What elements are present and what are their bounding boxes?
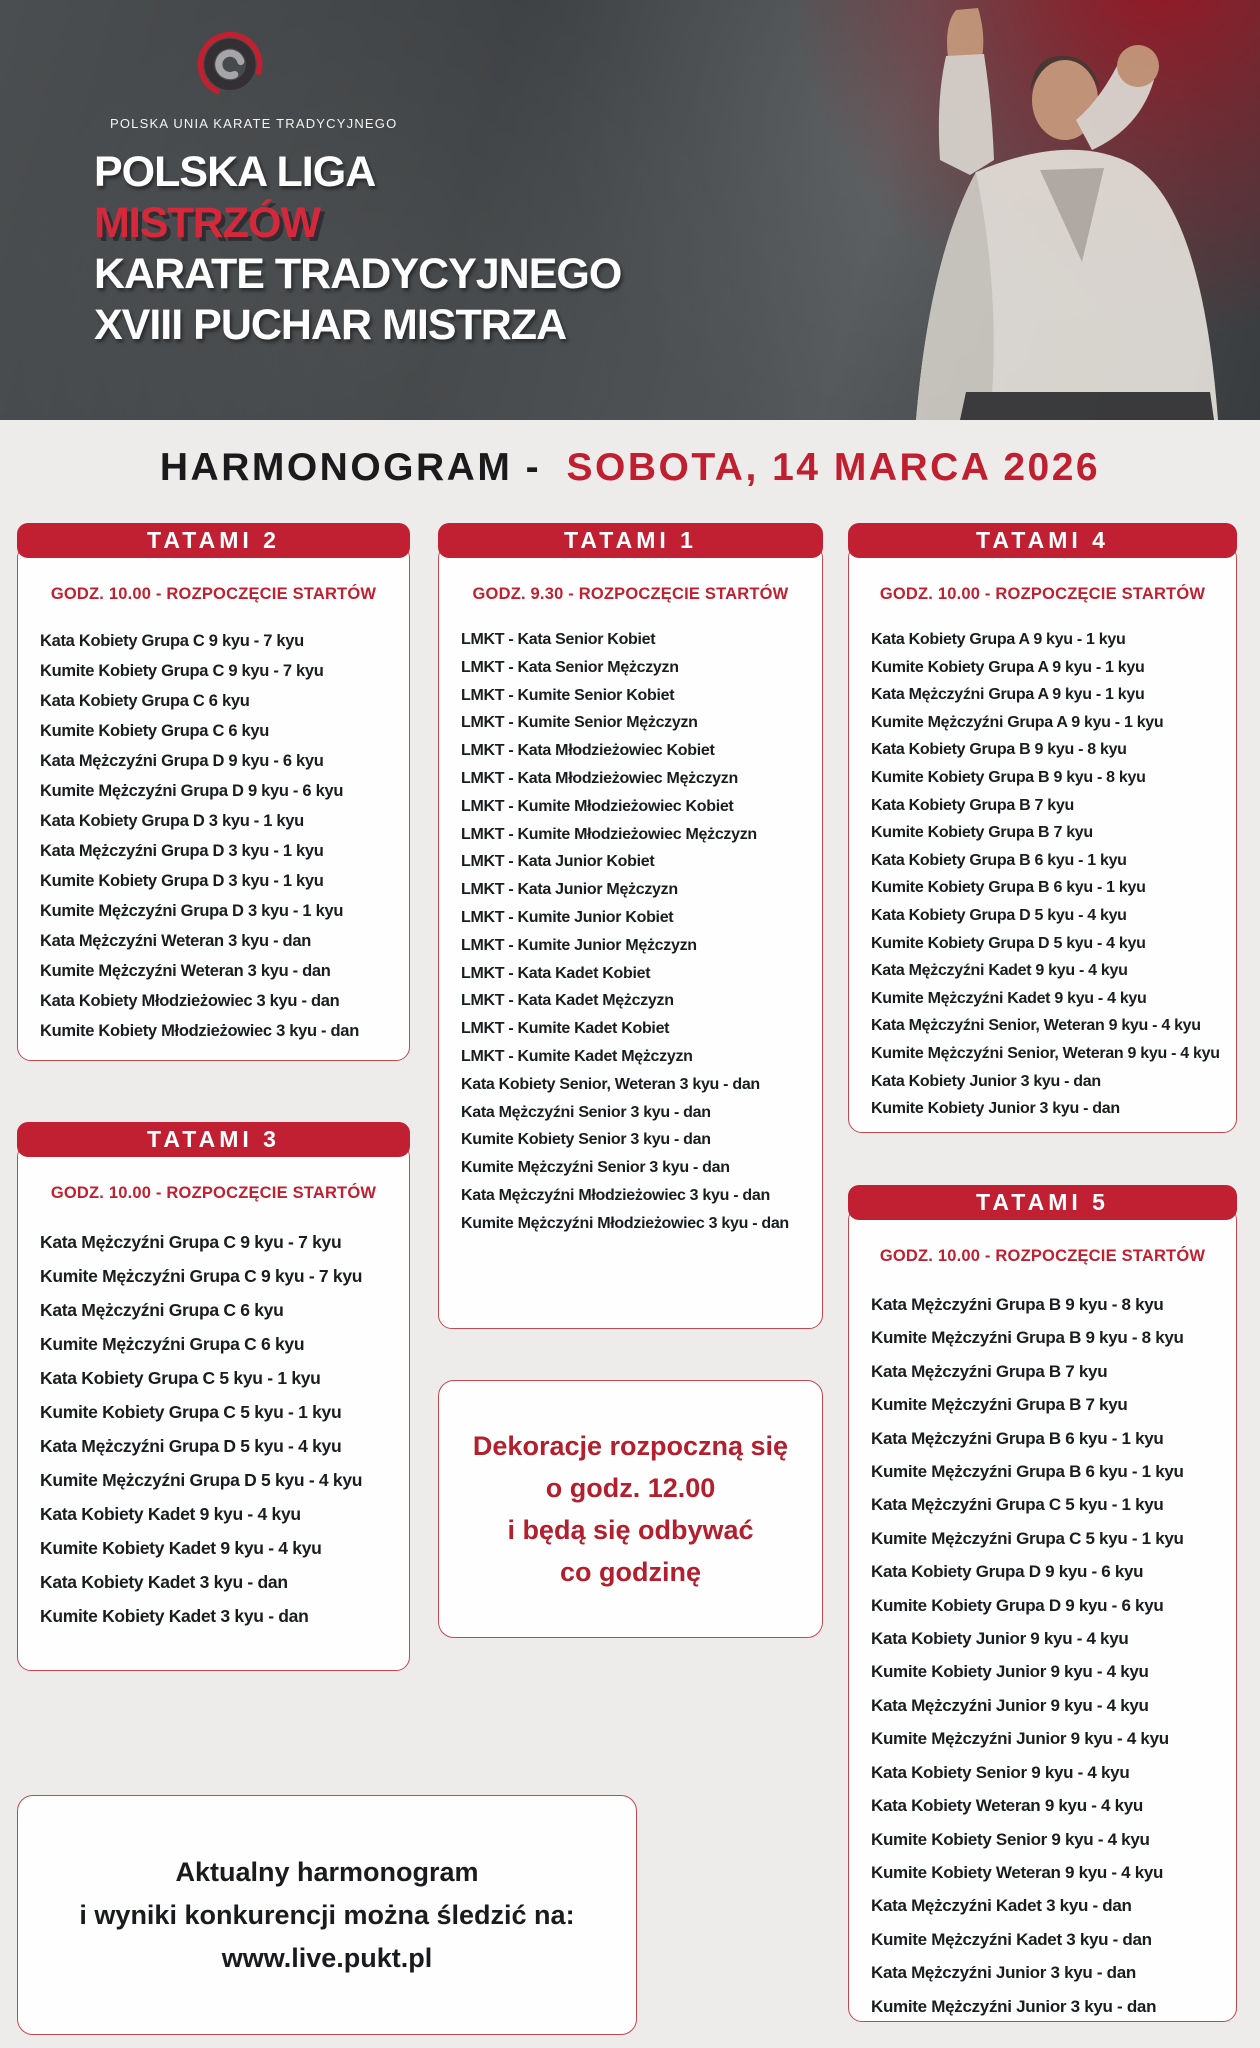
tatami-4-event-list	[849, 626, 1236, 1123]
list-item: Kumite Mężczyźni Kadet 3 kyu - dan	[871, 1929, 1152, 1949]
list-item: LMKT - Kata Młodzieżowiec Mężczyzn	[461, 769, 738, 787]
title-line-4: XVIII PUCHAR MISTRZA	[94, 301, 567, 349]
tatami-2-section	[17, 523, 410, 1061]
list-item: LMKT - Kata Junior Kobiet	[461, 853, 655, 871]
list-item: Kata Mężczyźni Grupa B 9 kyu - 8 kyu	[871, 1295, 1164, 1314]
heading-date: SOBOTA, 14 MARCA 2026	[566, 446, 1101, 489]
tatami-1-event-list	[439, 626, 822, 1238]
list-item: Kata Mężczyźni Weteran 3 kyu - dan	[40, 932, 311, 950]
list-item: Kata Mężczyźni Senior, Weteran 9 kyu - 4 kyu	[871, 1017, 1201, 1035]
karateka-photo	[740, 0, 1260, 420]
list-item: Kumite Mężczyźni Kadet 9 kyu - 4 kyu	[871, 989, 1147, 1007]
list-item: Kata Kobiety Junior 3 kyu - dan	[871, 1072, 1101, 1090]
tatami-3-header: TATAMI 3	[17, 1122, 410, 1157]
list-item: Kumite Mężczyźni Grupa A 9 kyu - 1 kyu	[871, 713, 1164, 731]
tatami-3-start-time: GODZ. 10.00 - ROZPOCZĘCIE STARTÓW	[50, 1184, 377, 1202]
list-item: Kumite Kobiety Młodzieżowiec 3 kyu - dan	[40, 1022, 359, 1040]
list-item: Kumite Mężczyźni Grupa C 9 kyu - 7 kyu	[40, 1266, 363, 1286]
list-item: Kata Mężczyźni Grupa D 3 kyu - 1 kyu	[40, 842, 324, 860]
list-item: Kumite Mężczyźni Grupa C 5 kyu - 1 kyu	[871, 1528, 1184, 1548]
tatami-5-section	[848, 1185, 1237, 2022]
list-item: Kumite Mężczyźni Grupa C 6 kyu	[40, 1334, 305, 1354]
list-item: Kumite Kobiety Grupa D 5 kyu - 4 kyu	[871, 934, 1146, 952]
list-item: Aktualny harmonogram	[175, 1856, 479, 1887]
list-item: Kata Kobiety Grupa A 9 kyu - 1 kyu	[871, 631, 1126, 648]
list-item: LMKT - Kumite Junior Kobiet	[461, 908, 674, 926]
list-item: Kata Mężczyźni Młodzieżowiec 3 kyu - dan	[461, 1186, 770, 1204]
list-item: Kumite Mężczyźni Weteran 3 kyu - dan	[40, 962, 331, 980]
list-item: Kata Kobiety Młodzieżowiec 3 kyu - dan	[40, 992, 340, 1010]
list-item: Kumite Mężczyźni Junior 3 kyu - dan	[871, 1996, 1157, 2016]
live-results-text	[79, 1851, 574, 1980]
list-item: Kata Kobiety Weteran 9 kyu - 4 kyu	[871, 1796, 1143, 1816]
tatami-2-start-time: GODZ. 10.00 - ROZPOCZĘCIE STARTÓW	[50, 585, 377, 603]
list-item: Kumite Kobiety Grupa B 6 kyu - 1 kyu	[871, 879, 1146, 897]
list-item: Kata Mężczyźni Grupa B 7 kyu	[871, 1361, 1108, 1381]
live-results-notice	[17, 1795, 637, 2035]
list-item: Kumite Mężczyźni Grupa B 7 kyu	[871, 1395, 1128, 1415]
list-item: i będą się odbywać	[507, 1515, 754, 1545]
list-item: Kata Mężczyźni Kadet 3 kyu - dan	[871, 1896, 1132, 1916]
list-item: LMKT - Kata Kadet Mężczyzn	[461, 992, 674, 1010]
list-item: LMKT - Kata Senior Kobiet	[461, 631, 656, 648]
list-item: LMKT - Kumite Młodzieżowiec Kobiet	[461, 797, 734, 815]
title-line-1: POLSKA LIGA	[94, 148, 376, 196]
list-item: Kumite Kobiety Grupa D 3 kyu - 1 kyu	[40, 872, 324, 890]
list-item: Kata Mężczyźni Grupa C 9 kyu - 7 kyu	[40, 1232, 342, 1252]
list-item: Kata Kobiety Grupa B 7 kyu	[871, 796, 1074, 814]
list-item: LMKT - Kumite Kadet Mężczyzn	[461, 1047, 693, 1065]
list-item: LMKT - Kata Młodzieżowiec Kobiet	[461, 742, 715, 760]
list-item: Kumite Kobiety Kadet 3 kyu - dan	[40, 1606, 309, 1626]
poster-title	[94, 147, 621, 351]
list-item: Kata Mężczyźni Grupa A 9 kyu - 1 kyu	[871, 686, 1145, 704]
list-item: Kata Kobiety Grupa D 9 kyu - 6 kyu	[871, 1562, 1144, 1582]
tatami-3-card	[17, 1143, 410, 1671]
list-item: Kumite Mężczyźni Junior 9 kyu - 4 kyu	[871, 1729, 1169, 1749]
list-item: Kumite Kobiety Grupa B 7 kyu	[871, 824, 1093, 842]
list-item: Kumite Kobiety Junior 3 kyu - dan	[871, 1100, 1120, 1118]
list-item: Kata Kobiety Senior, Weteran 3 kyu - dan	[461, 1075, 760, 1093]
list-item: Kata Kobiety Kadet 3 kyu - dan	[40, 1572, 288, 1592]
tatami-3-event-list	[18, 1225, 409, 1633]
list-item: Kumite Kobiety Grupa D 9 kyu - 6 kyu	[871, 1595, 1164, 1615]
tatami-5-header: TATAMI 5	[848, 1185, 1237, 1220]
list-item: www.live.pukt.pl	[221, 1942, 433, 1973]
list-item: LMKT - Kata Junior Mężczyzn	[461, 881, 678, 899]
list-item: Kata Kobiety Junior 9 kyu - 4 kyu	[871, 1629, 1129, 1649]
list-item: Kata Mężczyźni Grupa C 6 kyu	[40, 1300, 284, 1320]
title-line-3: KARATE TRADYCYJNEGO	[94, 250, 622, 298]
tatami-4-start-time: GODZ. 10.00 - ROZPOCZĘCIE STARTÓW	[879, 585, 1206, 603]
tatami-1-start-time: GODZ. 9.30 - ROZPOCZĘCIE STARTÓW	[472, 585, 789, 603]
list-item: Kata Mężczyźni Kadet 9 kyu - 4 kyu	[871, 962, 1128, 980]
list-item: co godzinę	[559, 1557, 701, 1587]
tatami-4-header: TATAMI 4	[848, 523, 1237, 558]
list-item: Kumite Mężczyźni Grupa B 6 kyu - 1 kyu	[871, 1462, 1184, 1482]
list-item: LMKT - Kata Senior Mężczyzn	[461, 658, 679, 676]
list-item: Kumite Kobiety Senior 9 kyu - 4 kyu	[871, 1829, 1150, 1849]
list-item: o godz. 12.00	[545, 1473, 716, 1503]
list-item: Kata Mężczyźni Grupa B 6 kyu - 1 kyu	[871, 1428, 1164, 1448]
list-item: Kata Mężczyźni Grupa D 9 kyu - 6 kyu	[40, 752, 324, 770]
list-item: Kumite Kobiety Grupa B 9 kyu - 8 kyu	[871, 768, 1146, 786]
list-item: Kumite Kobiety Kadet 9 kyu - 4 kyu	[40, 1538, 322, 1558]
decorations-text	[473, 1425, 788, 1593]
list-item: Kumite Mężczyźni Senior 3 kyu - dan	[461, 1159, 730, 1177]
list-item: Kata Mężczyźni Grupa D 5 kyu - 4 kyu	[40, 1436, 342, 1456]
decorations-notice	[438, 1380, 823, 1638]
list-item: Kata Mężczyźni Junior 9 kyu - 4 kyu	[871, 1695, 1149, 1715]
tatami-1-header: TATAMI 1	[438, 523, 823, 558]
list-item: Kata Kobiety Senior 9 kyu - 4 kyu	[871, 1762, 1130, 1782]
list-item: Kata Kobiety Grupa C 5 kyu - 1 kyu	[40, 1368, 321, 1388]
schedule-heading	[0, 446, 1260, 490]
tatami-3-section	[17, 1122, 410, 1671]
tatami-4-section	[848, 523, 1237, 1133]
list-item: Kata Kobiety Grupa C 9 kyu - 7 kyu	[40, 632, 304, 650]
list-item: LMKT - Kumite Młodzieżowiec Mężczyzn	[461, 825, 757, 843]
list-item: Kumite Mężczyźni Młodzieżowiec 3 kyu - dan	[461, 1214, 789, 1232]
pukt-logo-icon	[190, 26, 270, 106]
list-item: Kumite Mężczyźni Grupa B 9 kyu - 8 kyu	[871, 1328, 1184, 1348]
list-item: Kata Kobiety Grupa B 9 kyu - 8 kyu	[871, 741, 1127, 759]
tatami-5-card	[848, 1206, 1237, 2022]
tatami-5-start-time: GODZ. 10.00 - ROZPOCZĘCIE STARTÓW	[879, 1247, 1206, 1265]
list-item: Kumite Kobiety Senior 3 kyu - dan	[461, 1131, 711, 1149]
list-item: Kumite Kobiety Junior 9 kyu - 4 kyu	[871, 1662, 1149, 1682]
list-item: Kumite Kobiety Grupa C 5 kyu - 1 kyu	[40, 1402, 342, 1422]
list-item: Kata Mężczyźni Senior 3 kyu - dan	[461, 1103, 711, 1121]
list-item: LMKT - Kumite Junior Mężczyzn	[461, 936, 697, 954]
tatami-2-header: TATAMI 2	[17, 523, 410, 558]
organization-name: POLSKA UNIA KARATE TRADYCYJNEGO	[110, 116, 398, 131]
tatami-2-event-list	[18, 626, 409, 1046]
list-item: i wyniki konkurencji można śledzić na:	[79, 1899, 575, 1930]
list-item: Kata Mężczyźni Junior 3 kyu - dan	[871, 1963, 1136, 1983]
list-item: Kata Mężczyźni Grupa C 5 kyu - 1 kyu	[871, 1495, 1164, 1515]
list-item: Kumite Mężczyźni Grupa D 3 kyu - 1 kyu	[40, 902, 344, 920]
list-item: Kumite Mężczyźni Grupa D 9 kyu - 6 kyu	[40, 782, 344, 800]
tatami-1-section	[438, 523, 823, 1329]
list-item: LMKT - Kumite Senior Mężczyzn	[461, 714, 698, 732]
list-item: Kata Kobiety Grupa D 3 kyu - 1 kyu	[40, 812, 304, 830]
tatami-1-card	[438, 544, 823, 1329]
logo-block	[110, 26, 398, 131]
list-item: Kumite Kobiety Grupa A 9 kyu - 1 kyu	[871, 658, 1145, 676]
tatami-2-card	[17, 544, 410, 1061]
list-item: Kumite Mężczyźni Senior, Weteran 9 kyu - 4 kyu	[871, 1044, 1220, 1062]
hero-banner	[0, 0, 1260, 420]
list-item: Kumite Mężczyźni Grupa D 5 kyu - 4 kyu	[40, 1470, 363, 1490]
list-item: Dekoracje rozpoczną się	[472, 1431, 789, 1461]
list-item: Kumite Kobiety Weteran 9 kyu - 4 kyu	[871, 1862, 1164, 1882]
tatami-4-card	[848, 544, 1237, 1133]
list-item: Kumite Kobiety Grupa C 9 kyu - 7 kyu	[40, 662, 324, 680]
list-item: Kumite Kobiety Grupa C 6 kyu	[40, 722, 270, 740]
list-item: LMKT - Kumite Senior Kobiet	[461, 686, 675, 704]
list-item: Kata Kobiety Kadet 9 kyu - 4 kyu	[40, 1504, 301, 1524]
list-item: Kata Kobiety Grupa B 6 kyu - 1 kyu	[871, 851, 1127, 869]
list-item: Kata Kobiety Grupa C 6 kyu	[40, 692, 250, 710]
title-line-2: MISTRZÓW	[94, 199, 321, 247]
list-item: Kata Kobiety Grupa D 5 kyu - 4 kyu	[871, 906, 1127, 924]
list-item: LMKT - Kumite Kadet Kobiet	[461, 1020, 670, 1038]
heading-label: HARMONOGRAM -	[159, 446, 542, 489]
list-item: LMKT - Kata Kadet Kobiet	[461, 964, 651, 982]
tatami-5-event-list	[849, 1288, 1236, 2023]
